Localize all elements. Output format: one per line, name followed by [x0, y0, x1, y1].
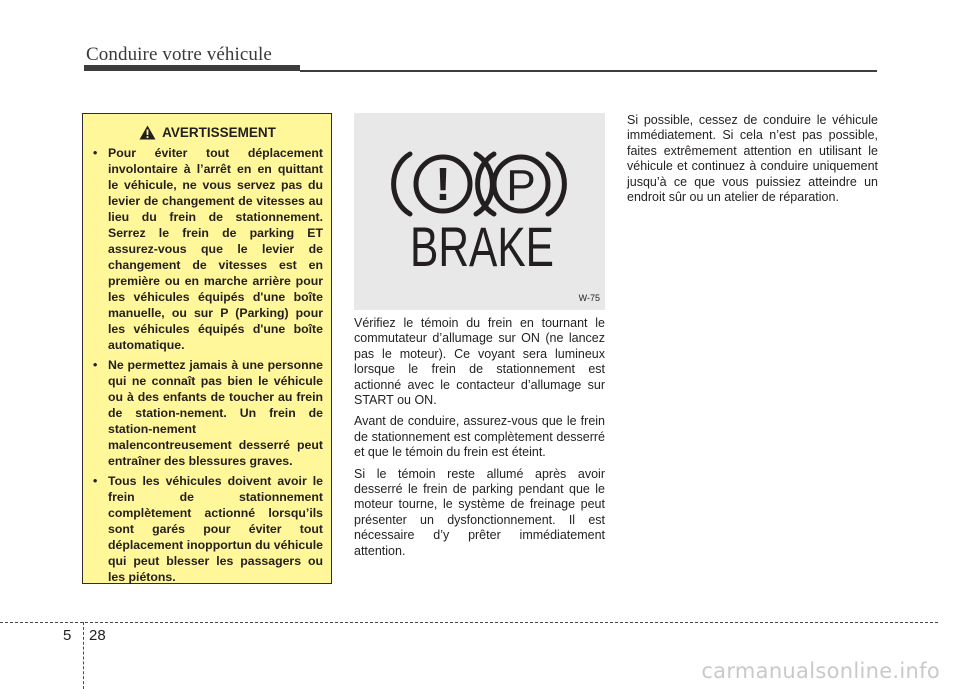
- paragraph: Avant de conduire, assurez-vous que le frein de stationnement est complètement desserré et que le témoin du frein est éteint.: [354, 414, 605, 460]
- figure-label: W-75: [578, 293, 600, 303]
- warning-item: • Ne permettez jamais à une personne qui ne connaît pas bien le véhicule ou à des enfants de toucher au frein de station-nement. Un frein de station-nement malencontreusement desserré peut entraîner des blessures graves.: [92, 357, 323, 469]
- brake-text: BRAKE: [410, 215, 554, 278]
- watermark: carmanualsonline.info: [701, 659, 940, 683]
- exclamation-symbol: !: [435, 158, 451, 210]
- header-rule-thin: [300, 70, 877, 72]
- warning-box: [82, 113, 332, 584]
- paragraph: Vérifiez le témoin du frein en tournant le commutateur d’allumage sur ON (ne lancez pas le moteur). Ce voyant sera lumineux lorsque le frein de stationnement est actionné avec le contacteur d’allumage sur START ou ON.: [354, 316, 605, 408]
- page-title: Conduire votre véhicule: [86, 44, 272, 65]
- warning-item: • Tous les véhicules doivent avoir le frein de stationnement complètement actionné lorsqu’ils sont garés pour éviter tout déplacement inopportun du véhicule qui peut blesser les passagers ou les piétons.: [92, 473, 323, 585]
- paragraph: Si possible, cessez de conduire le véhicule immédiatement. Si cela n’est pas possible, faites extrêmement attention en utilisant le véhicule et continuez à conduire uniquement jusqu’à ce que vous puissiez atteindre un endroit sûr ou un atelier de réparation.: [627, 113, 878, 205]
- brake-warning-icon: [354, 113, 605, 310]
- middle-column: [354, 316, 605, 565]
- page-number: 28: [89, 627, 106, 644]
- warning-list: [92, 145, 323, 585]
- parking-symbol: P: [506, 161, 536, 210]
- footer-rule: [0, 622, 938, 623]
- header-rule-thick: [84, 65, 300, 71]
- warning-title: AVERTISSEMENT: [162, 125, 276, 140]
- warning-header: [92, 125, 323, 140]
- section-number: 5: [63, 627, 72, 644]
- warning-triangle-icon: [139, 125, 156, 140]
- brake-warning-figure: [354, 113, 605, 310]
- footer-divider: [83, 622, 84, 689]
- paragraph: Si le témoin reste allumé après avoir desserré le frein de parking pendant que le moteur tourne, le système de freinage peut présenter un dysfonctionnement. Il est nécessaire d’y prêter immédiatement attention.: [354, 466, 605, 558]
- warning-item: • Pour éviter tout déplacement involontaire à l’arrêt en en quittant le véhicule, ne vous servez pas du levier de changement de vitesses au lieu du frein de stationnement. Serrez le frein de parking ET assurez-vous que le levier de changement de vitesses est en première ou en marche arrière pour les véhicules équipés d'une boîte manuelle, ou sur P (Parking) pour les véhicules équipés d'une boîte automatique.: [92, 145, 323, 353]
- right-column: [627, 113, 878, 211]
